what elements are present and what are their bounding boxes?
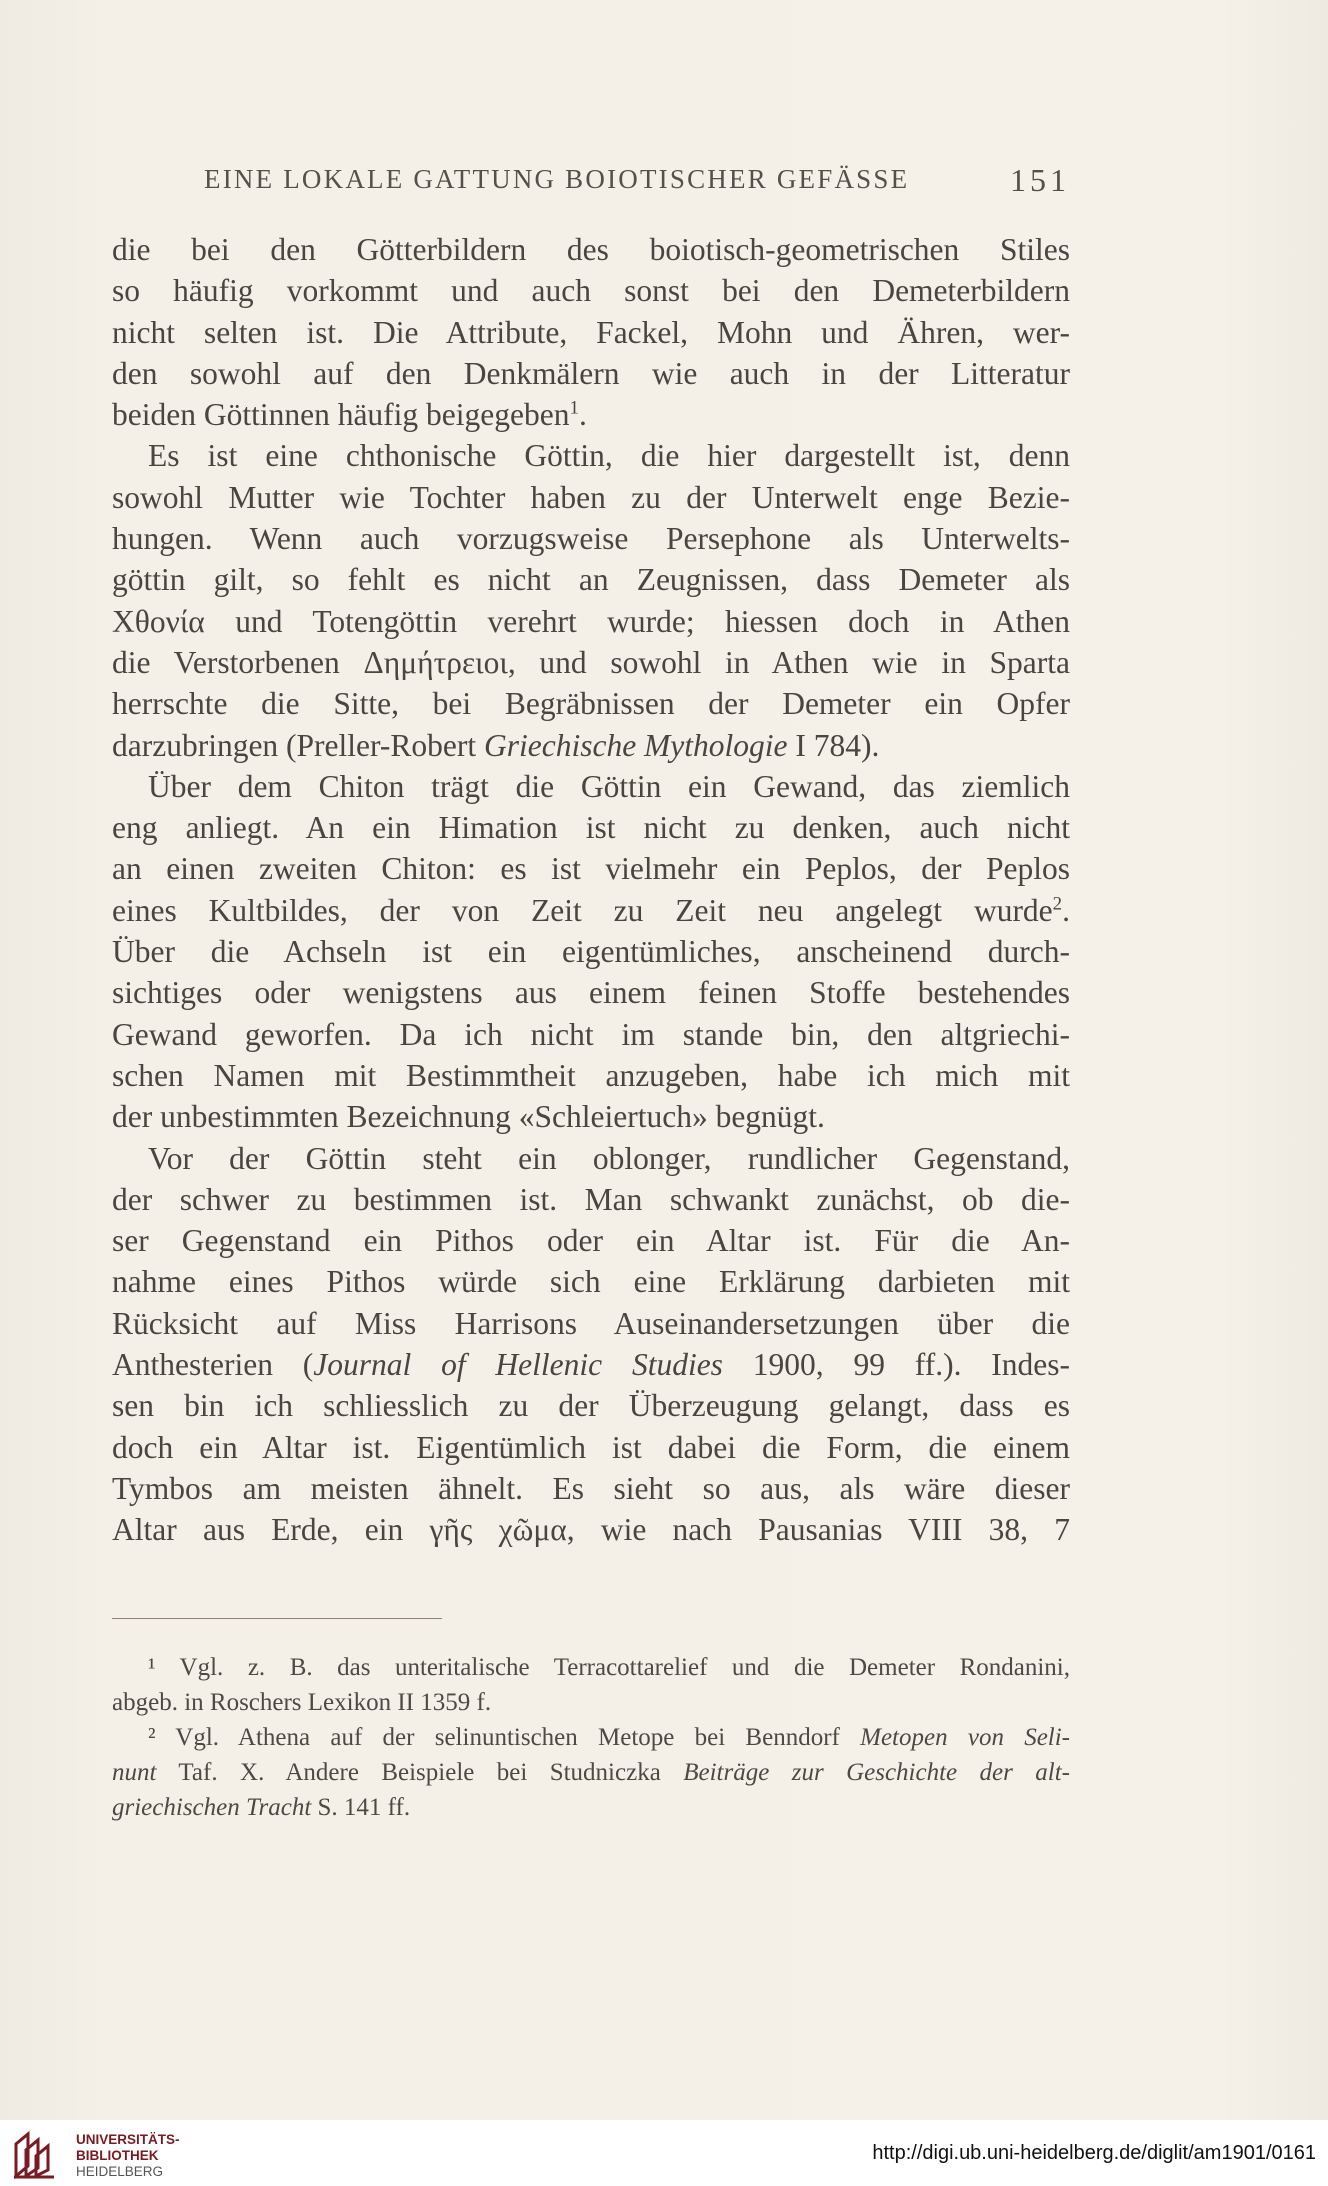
running-title: EINE LOKALE GATTUNG BOIOTISCHER GEFÄSSE [204,164,910,194]
text-line: Über dem Chiton trägt die Göttin ein Gewand, das ziemlich [148,768,1070,804]
text-line: herrschte die Sitte, bei Begräbnissen der Demeter ein Opfer [112,686,1070,722]
text-line: eines Kultbildes, der von Zeit zu Zeit neu angelegt wurde$^2$. [112,892,1070,928]
library-logo-icon[interactable] [12,2130,58,2180]
text-line: hungen. Wenn auch vorzugsweise Persephone als Unterwelts- [112,521,1070,557]
text-line: darzubringen (Preller-Robert Griechische Mythologie I 784). [112,727,880,763]
text-line: sowohl Mutter wie Tochter haben zu der Unterwelt enge Bezie- [112,479,1070,515]
text-line: doch ein Altar ist. Eigentümlich ist dabei die Form, die einem [112,1429,1070,1465]
footnote-line: nunt Taf. X. Andere Beispiele bei Studniczka Beiträge zur Geschichte der alt- [112,1759,1070,1786]
text-line: an einen zweiten Chiton: es ist vielmehr ein Peplos, der Peplos [112,851,1070,887]
text-line: ser Gegenstand ein Pithos oder ein Altar ist. Für die An- [112,1223,1070,1259]
footnote-mark[interactable]: 2 [1052,893,1063,915]
footnote-line: ² Vgl. Athena auf der selinuntischen Metope bei Benndorf Metopen von Seli- [148,1724,1071,1751]
text-line: Tymbos am meisten ähnelt. Es sieht so aus, als wäre dieser [112,1470,1070,1506]
source-url-link[interactable]: http://digi.ub.uni-heidelberg.de/diglit/am1901/0161 [872,2142,1316,2164]
text-line: den sowohl auf den Denkmälern wie auch in der Litteratur [112,355,1070,391]
text-line: sen bin ich schliesslich zu der Überzeugung gelangt, dass es [112,1388,1070,1424]
text-line: sichtiges oder wenigstens aus einem feinen Stoffe bestehendes [112,975,1070,1011]
text-line: Rücksicht auf Miss Harrisons Auseinandersetzungen über die [112,1305,1070,1341]
text-line: beiden Göttinnen häufig beigegeben$^1$. [112,397,587,433]
text-line: nahme eines Pithos würde sich eine Erklärung darbieten mit [112,1264,1070,1300]
text-line: Χθονία und Totengöttin verehrt wurde; hiessen doch in Athen [112,603,1070,639]
page-header [112,162,1070,202]
text-line: Anthesterien (Journal of Hellenic Studies 1900, 99 ff.). Indes- [112,1347,1070,1383]
text-line: so häufig vorkommt und auch sonst bei den Demeterbildern [112,273,1070,309]
text-line: Es ist eine chthonische Göttin, die hier dargestellt ist, denn [148,438,1070,474]
footnotes [112,1650,1070,1825]
italic-title: Griechische Mythologie [483,727,788,763]
footnote-line: ¹ Vgl. z. B. das unteritalische Terracottarelief und die Demeter Rondanini, [148,1654,1070,1681]
text-line: der schwer zu bestimmen ist. Man schwankt zunächst, ob die- [112,1181,1070,1217]
footnote-rule [112,1618,442,1619]
text-line: nicht selten ist. Die Attribute, Fackel, Mohn und Ähren, wer- [112,314,1070,350]
text-line: die Verstorbenen Δημήτρειοι, und sowohl in Athen wie in Sparta [112,644,1070,680]
text-line: Vor der Göttin steht ein oblonger, rundlicher Gegenstand, [148,1140,1070,1176]
footnote-line: abgeb. in Roschers Lexikon II 1359 f. [112,1689,492,1716]
text-line: die bei den Götterbildern des boiotisch-geometrischen Stiles [112,232,1070,267]
library-name[interactable]: UNIVERSITÄTS- BIBLIOTHEK HEIDELBERG [76,2132,180,2179]
text-line: der unbestimmten Bezeichnung «Schleiertuch» begnügt. [112,1099,825,1135]
text-line: Altar aus Erde, ein γῆς χῶμα, wie nach Pausanias VIII 38, 7 [112,1512,1070,1548]
text-line: Über die Achseln ist ein eigentümliches, anscheinend durch- [112,934,1070,970]
footnote-mark[interactable]: 1 [569,397,579,419]
viewer-footer [0,2120,1328,2186]
page-number: 151 [1010,162,1070,198]
text-line: Gewand geworfen. Da ich nicht im stande bin, den altgriechi- [112,1016,1070,1052]
footnote-line: griechischen Tracht S. 141 ff. [112,1794,411,1821]
text-line: eng anliegt. An ein Himation ist nicht zu denken, auch nicht [112,810,1070,846]
body-text [112,229,1070,1551]
text-line: göttin gilt, so fehlt es nicht an Zeugnissen, dass Demeter als [112,562,1070,598]
text-line: schen Namen mit Bestimmtheit anzugeben, habe ich mich mit [112,1057,1070,1093]
italic-title: Journal of Hellenic Studies [313,1347,723,1383]
